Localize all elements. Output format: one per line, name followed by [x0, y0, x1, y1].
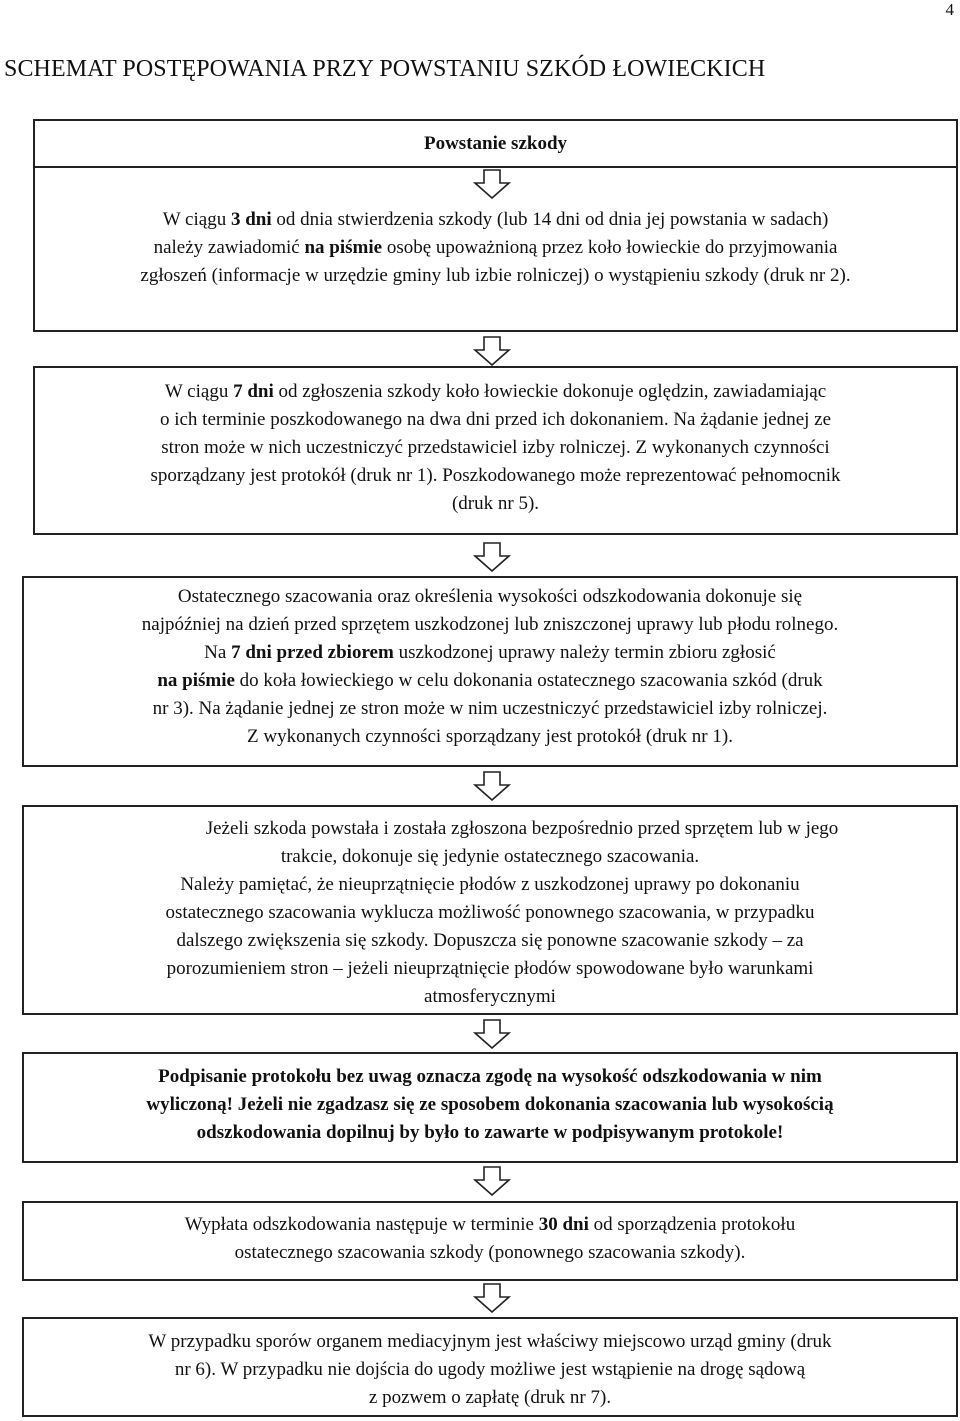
- text-line: porozumieniem stron – jeżeli nieuprzątnięcie płodów spowodowane było warunkami: [166, 958, 814, 979]
- down-arrow-icon: [472, 1283, 512, 1313]
- step-box-final-assessment: [22, 576, 958, 767]
- text-line: W ciągu 3 dni od dnia stwierdzenia szkody (lub 14 dni od dnia jej powstania w sadach): [162, 209, 829, 230]
- step-box-payment: [22, 1201, 958, 1281]
- step-box-protocol-signing: [22, 1052, 958, 1163]
- page-number: 4: [945, 0, 954, 19]
- text-line: Jeżeli szkoda powstała i została zgłoszona bezpośrednio przed sprzętem lub w jego: [205, 818, 839, 839]
- step-box-harvest-notice: [22, 805, 958, 1015]
- text-line: ostatecznego szacowania wyklucza możliwość ponownego szacowania, w przypadku: [165, 902, 815, 923]
- text-line: W przypadku sporów organem mediacyjnym jest właściwy miejscowo urząd gminy (druk: [148, 1331, 832, 1352]
- down-arrow-icon: [472, 1019, 512, 1049]
- text-line: Podpisanie protokołu bez uwag oznacza zgodę na wysokość odszkodowania w nim: [158, 1066, 822, 1087]
- text-line: sporządzany jest protokół (druk nr 1). Poszkodowanego może reprezentować pełnomocnik: [150, 465, 841, 486]
- text-line: stron może w nich uczestniczyć przedstawiciel izby rolniczej. Z wykonanych czynności: [161, 437, 830, 458]
- text-line: trakcie, dokonuje się jedynie ostatecznego szacowania.: [280, 846, 700, 867]
- text-line: W ciągu 7 dni od zgłoszenia szkody koło łowieckie dokonuje oględzin, zawiadamiając: [164, 381, 827, 402]
- down-arrow-icon: [472, 169, 512, 199]
- text-line: na piśmie do koła łowieckiego w celu dokonania ostatecznego szacowania szkód (druk: [157, 670, 823, 691]
- down-arrow-icon: [472, 771, 512, 801]
- text-line: Z wykonanych czynności sporządzany jest protokół (druk nr 1).: [247, 726, 733, 747]
- down-arrow-icon: [472, 336, 512, 366]
- page-title: SCHEMAT POSTĘPOWANIA PRZY POWSTANIU SZKÓD ŁOWIECKICH: [4, 56, 766, 82]
- text-line: najpóźniej na dzień przed sprzętem uszkodzonej lub zniszczonej uprawy lub płodu rolnego.: [141, 614, 839, 635]
- text-line: atmosferycznymi: [424, 986, 556, 1007]
- text-line: ostatecznego szacowania szkody (ponownego szacowania szkody).: [234, 1242, 746, 1263]
- text-line: dalszego zwiększenia się szkody. Dopuszcza się ponowne szacowanie szkody – za: [176, 930, 804, 951]
- step-box-disputes: [22, 1317, 958, 1417]
- text-line: Wypłata odszkodowania następuje w terminie 30 dni od sporządzenia protokołu: [184, 1214, 796, 1235]
- text-line: należy zawiadomić na piśmie osobę upoważnioną przez koło łowieckie do przyjmowania: [153, 237, 838, 258]
- step-box-inspection: [33, 366, 958, 535]
- text-line: Ostatecznego szacowania oraz określenia wysokości odszkodowania dokonuje się: [177, 586, 803, 607]
- text-line: nr 6). W przypadku nie dojścia do ugody możliwe jest wstąpienie na drogę sądową: [174, 1359, 806, 1380]
- step-box-damage-report: [33, 119, 958, 168]
- text-line: o ich terminie poszkodowanego na dwa dni przed ich dokonaniem. Na żądanie jednej ze: [159, 409, 832, 430]
- step-box-notification: [33, 190, 958, 332]
- down-arrow-icon: [472, 1166, 512, 1196]
- text-line: wyliczoną! Jeżeli nie zgadzasz się ze sposobem dokonania szacowania lub wysokością: [146, 1094, 834, 1115]
- down-arrow-icon: [472, 542, 512, 572]
- text-line: odszkodowania dopilnuj by było to zawarte w podpisywanym protokole!: [196, 1122, 784, 1143]
- text-line: nr 3). Na żądanie jednej ze stron może w nim uczestniczyć przedstawiciel izby rolniczej.: [152, 698, 828, 719]
- text-line: Należy pamiętać, że nieuprzątnięcie płodów z uszkodzonej uprawy po dokonaniu: [180, 874, 800, 895]
- text-line: zgłoszeń (informacje w urzędzie gminy lub izbie rolniczej) o wystąpieniu szkody (druk nr 2).: [140, 265, 851, 286]
- text-line: (druk nr 5).: [451, 493, 540, 514]
- box-heading: Powstanie szkody: [423, 133, 568, 154]
- text-line: Na 7 dni przed zbiorem uszkodzonej uprawy należy termin zbioru zgłosić: [204, 642, 776, 663]
- text-line: z pozwem o zapłatę (druk nr 7).: [368, 1387, 612, 1408]
